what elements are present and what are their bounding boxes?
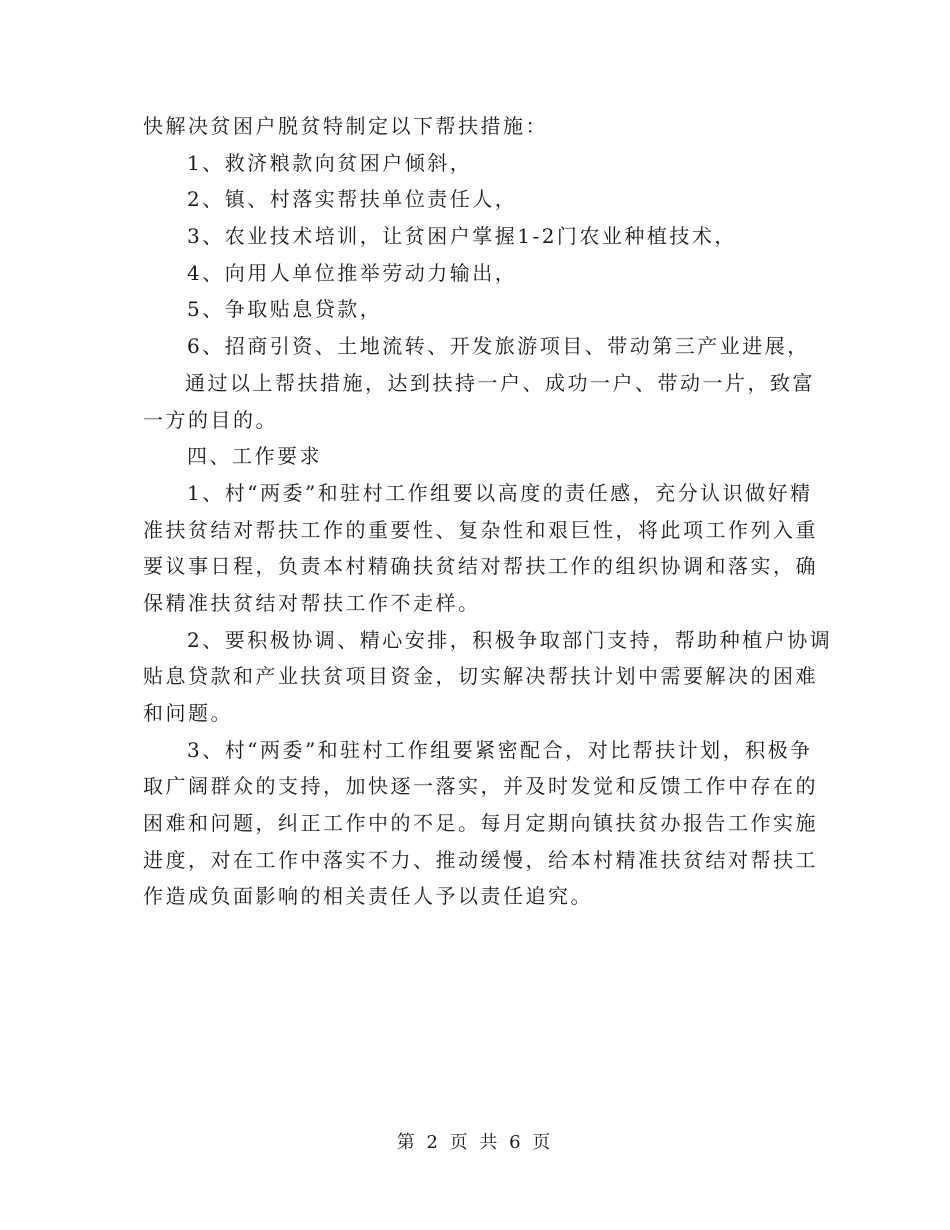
- document-body: [143, 108, 833, 915]
- text-line: 一方的目的。: [143, 407, 278, 432]
- text-line: 准扶贫结对帮扶工作的重要性、复杂性和艰巨性，将此项工作列入重: [143, 517, 818, 542]
- text-line: 快解决贫困户脱贫特制定以下帮扶措施：: [143, 114, 548, 138]
- list-item: 3、农业技术培训，让贫困户掌握1-2门农业种植技术，: [187, 224, 737, 249]
- text-line: 困难和问题，纠正工作中的不足。每月定期向镇扶贫办报告工作实施: [143, 811, 818, 836]
- text-line: 作造成负面影响的相关责任人予以责任追究。: [143, 884, 593, 909]
- text-line: 1、村“两委”和驻村工作组要以高度的责任感，充分认识做好精: [187, 480, 813, 505]
- text-line: 通过以上帮扶措施，达到扶持一户、成功一户、带动一片，致富: [185, 370, 815, 395]
- page-number-footer: 第 2 页 共 6 页: [396, 1132, 554, 1153]
- text-line: 2、要积极协调、精心安排，积极争取部门支持，帮助种植户协调: [187, 627, 833, 652]
- list-item: 6、招商引资、土地流转、开发旅游项目、带动第三产业进展，: [187, 334, 810, 359]
- text-line: 贴息贷款和产业扶贫项目资金，切实解决帮扶计划中需要解决的困难: [143, 664, 818, 689]
- text-line: 保精准扶贫结对帮扶工作不走样。: [143, 590, 481, 615]
- list-item: 4、向用人单位推举劳动力输出，: [187, 260, 518, 285]
- list-item: 2、镇、村落实帮扶单位责任人，: [187, 187, 518, 212]
- text-line: 要议事日程，负责本村精确扶贫结对帮扶工作的组织协调和落实，确: [143, 554, 818, 579]
- text-line: 和问题。: [143, 701, 233, 725]
- list-item: 5、争取贴息贷款，: [187, 297, 383, 322]
- text-line: 3、村“两委”和驻村工作组要紧密配合，对比帮扶计划，积极争: [187, 737, 813, 762]
- text-line: 进度，对在工作中落实不力、推动缓慢，给本村精准扶贫结对帮扶工: [143, 847, 818, 872]
- list-item: 1、救济粮款向贫困户倾斜，: [187, 150, 473, 175]
- text-line: 取广阔群众的支持，加快逐一落实，并及时发觉和反馈工作中存在的: [143, 774, 818, 799]
- section-heading: 四、工作要求: [187, 444, 322, 469]
